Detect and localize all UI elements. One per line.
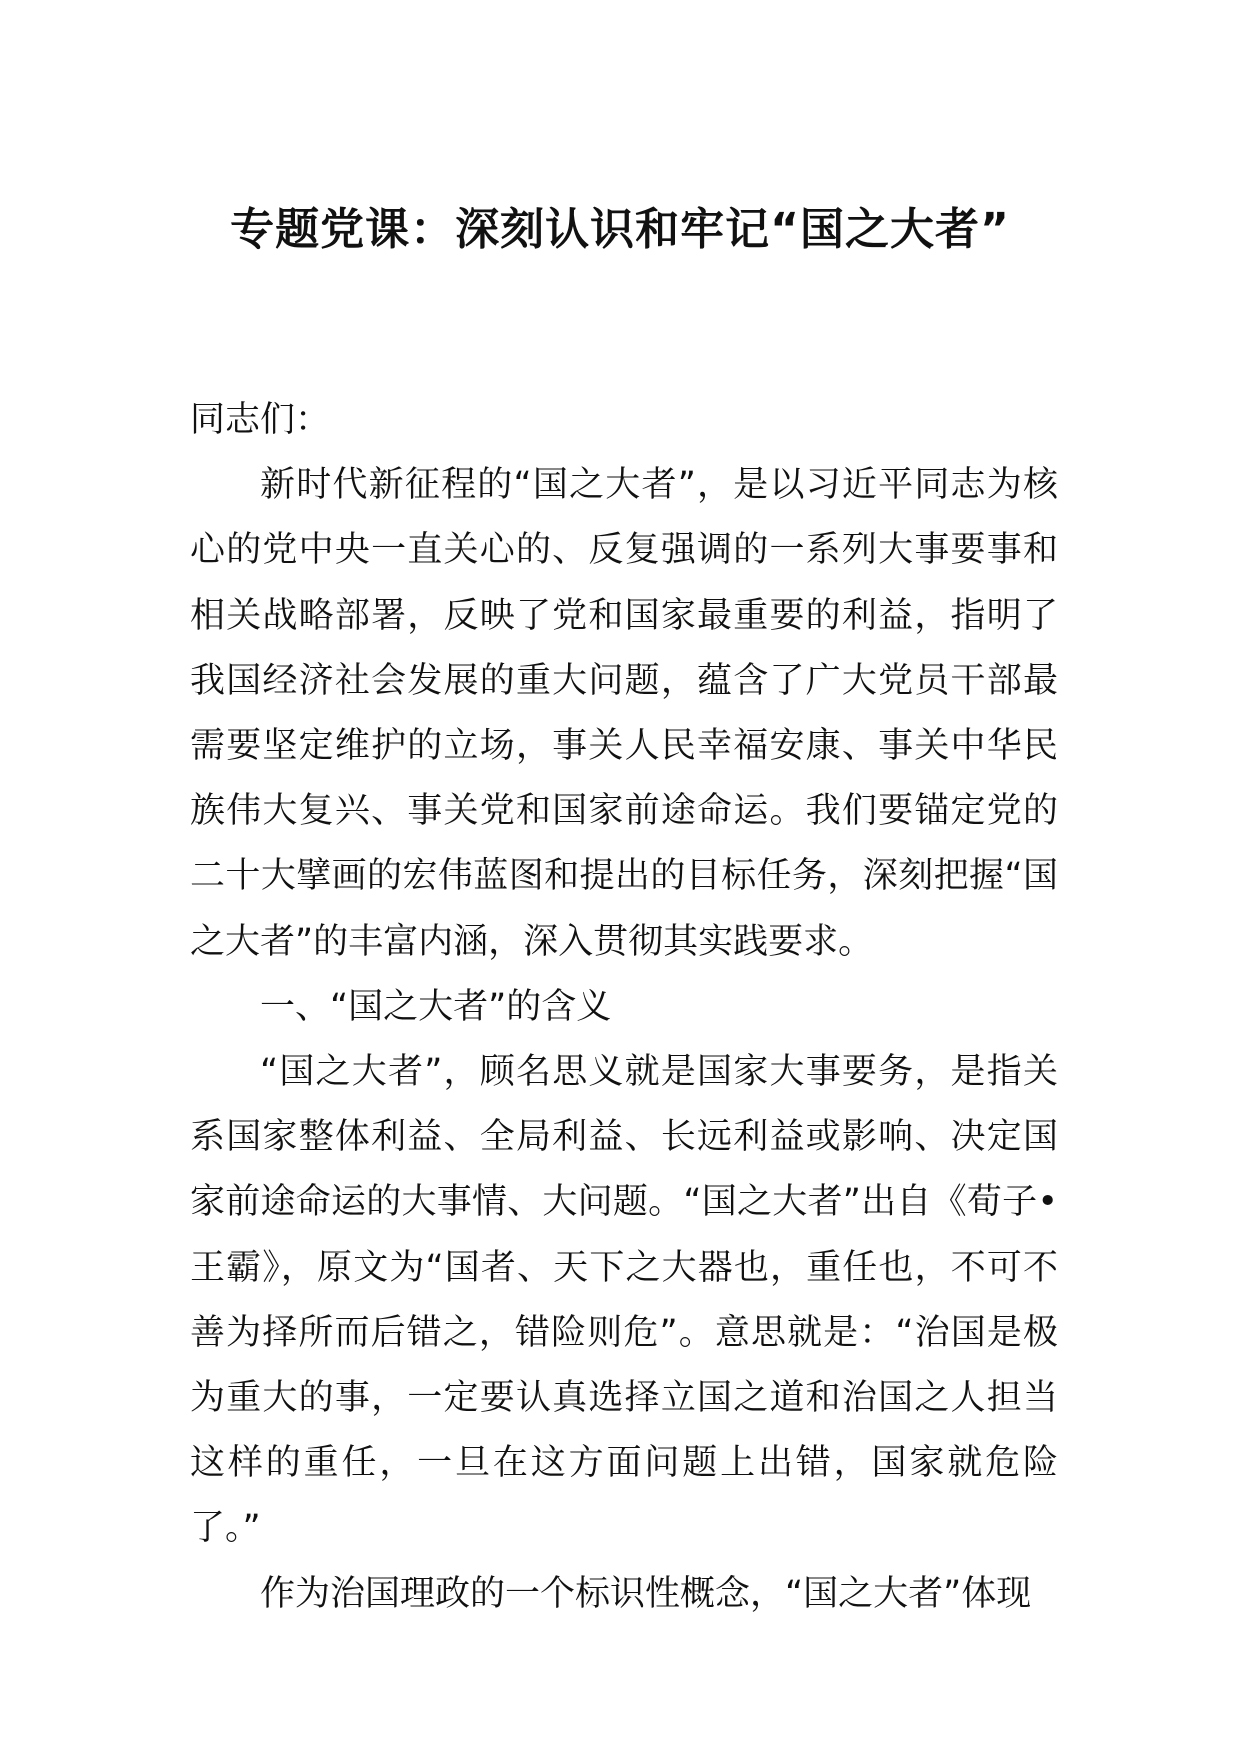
- document-title: 专题党课：深刻认识和牢记“国之大者”: [230, 204, 1010, 255]
- section-heading-1: 一、“国之大者”的含义: [260, 986, 612, 1027]
- paragraph-intro: 新时代新征程的“国之大者”，是以习近平同志为核心的党中央一直关心的、反复强调的一系列大事要事和相关战略部署，反映了党和国家最重要的利益，指明了我国经济社会发展的重大问题，蕴含了广大党员干部最需要坚定维护的立场，事关人民幸福安康、事关中华民族伟大复兴、事关党和国家前途命运。我们要锚定党的二十大擘画的宏伟蓝图和提出的目标任务，深刻把握“国之大者”的丰富内涵，深入贯彻其实践要求。: [190, 465, 1058, 962]
- paragraph-concept: 作为治国理政的一个标识性概念，“国之大者”体现: [260, 1573, 1032, 1614]
- document-body: [190, 388, 1058, 1627]
- paragraph-meaning: “国之大者”，顾名思义就是国家大事要务，是指关系国家整体利益、全局利益、长远利益或影响、决定国家前途命运的大事情、大问题。“国之大者”出自《荀子•王霸》，原文为“国者、天下之大器也，重任也，不可不善为择所而后错之，错险则危”。意思就是：“治国是极为重大的事，一定要认真选择立国之道和治国之人担当这样的重任，一旦在这方面问题上出错，国家就危险了。”: [190, 1052, 1058, 1549]
- salutation: 同志们：: [190, 400, 331, 440]
